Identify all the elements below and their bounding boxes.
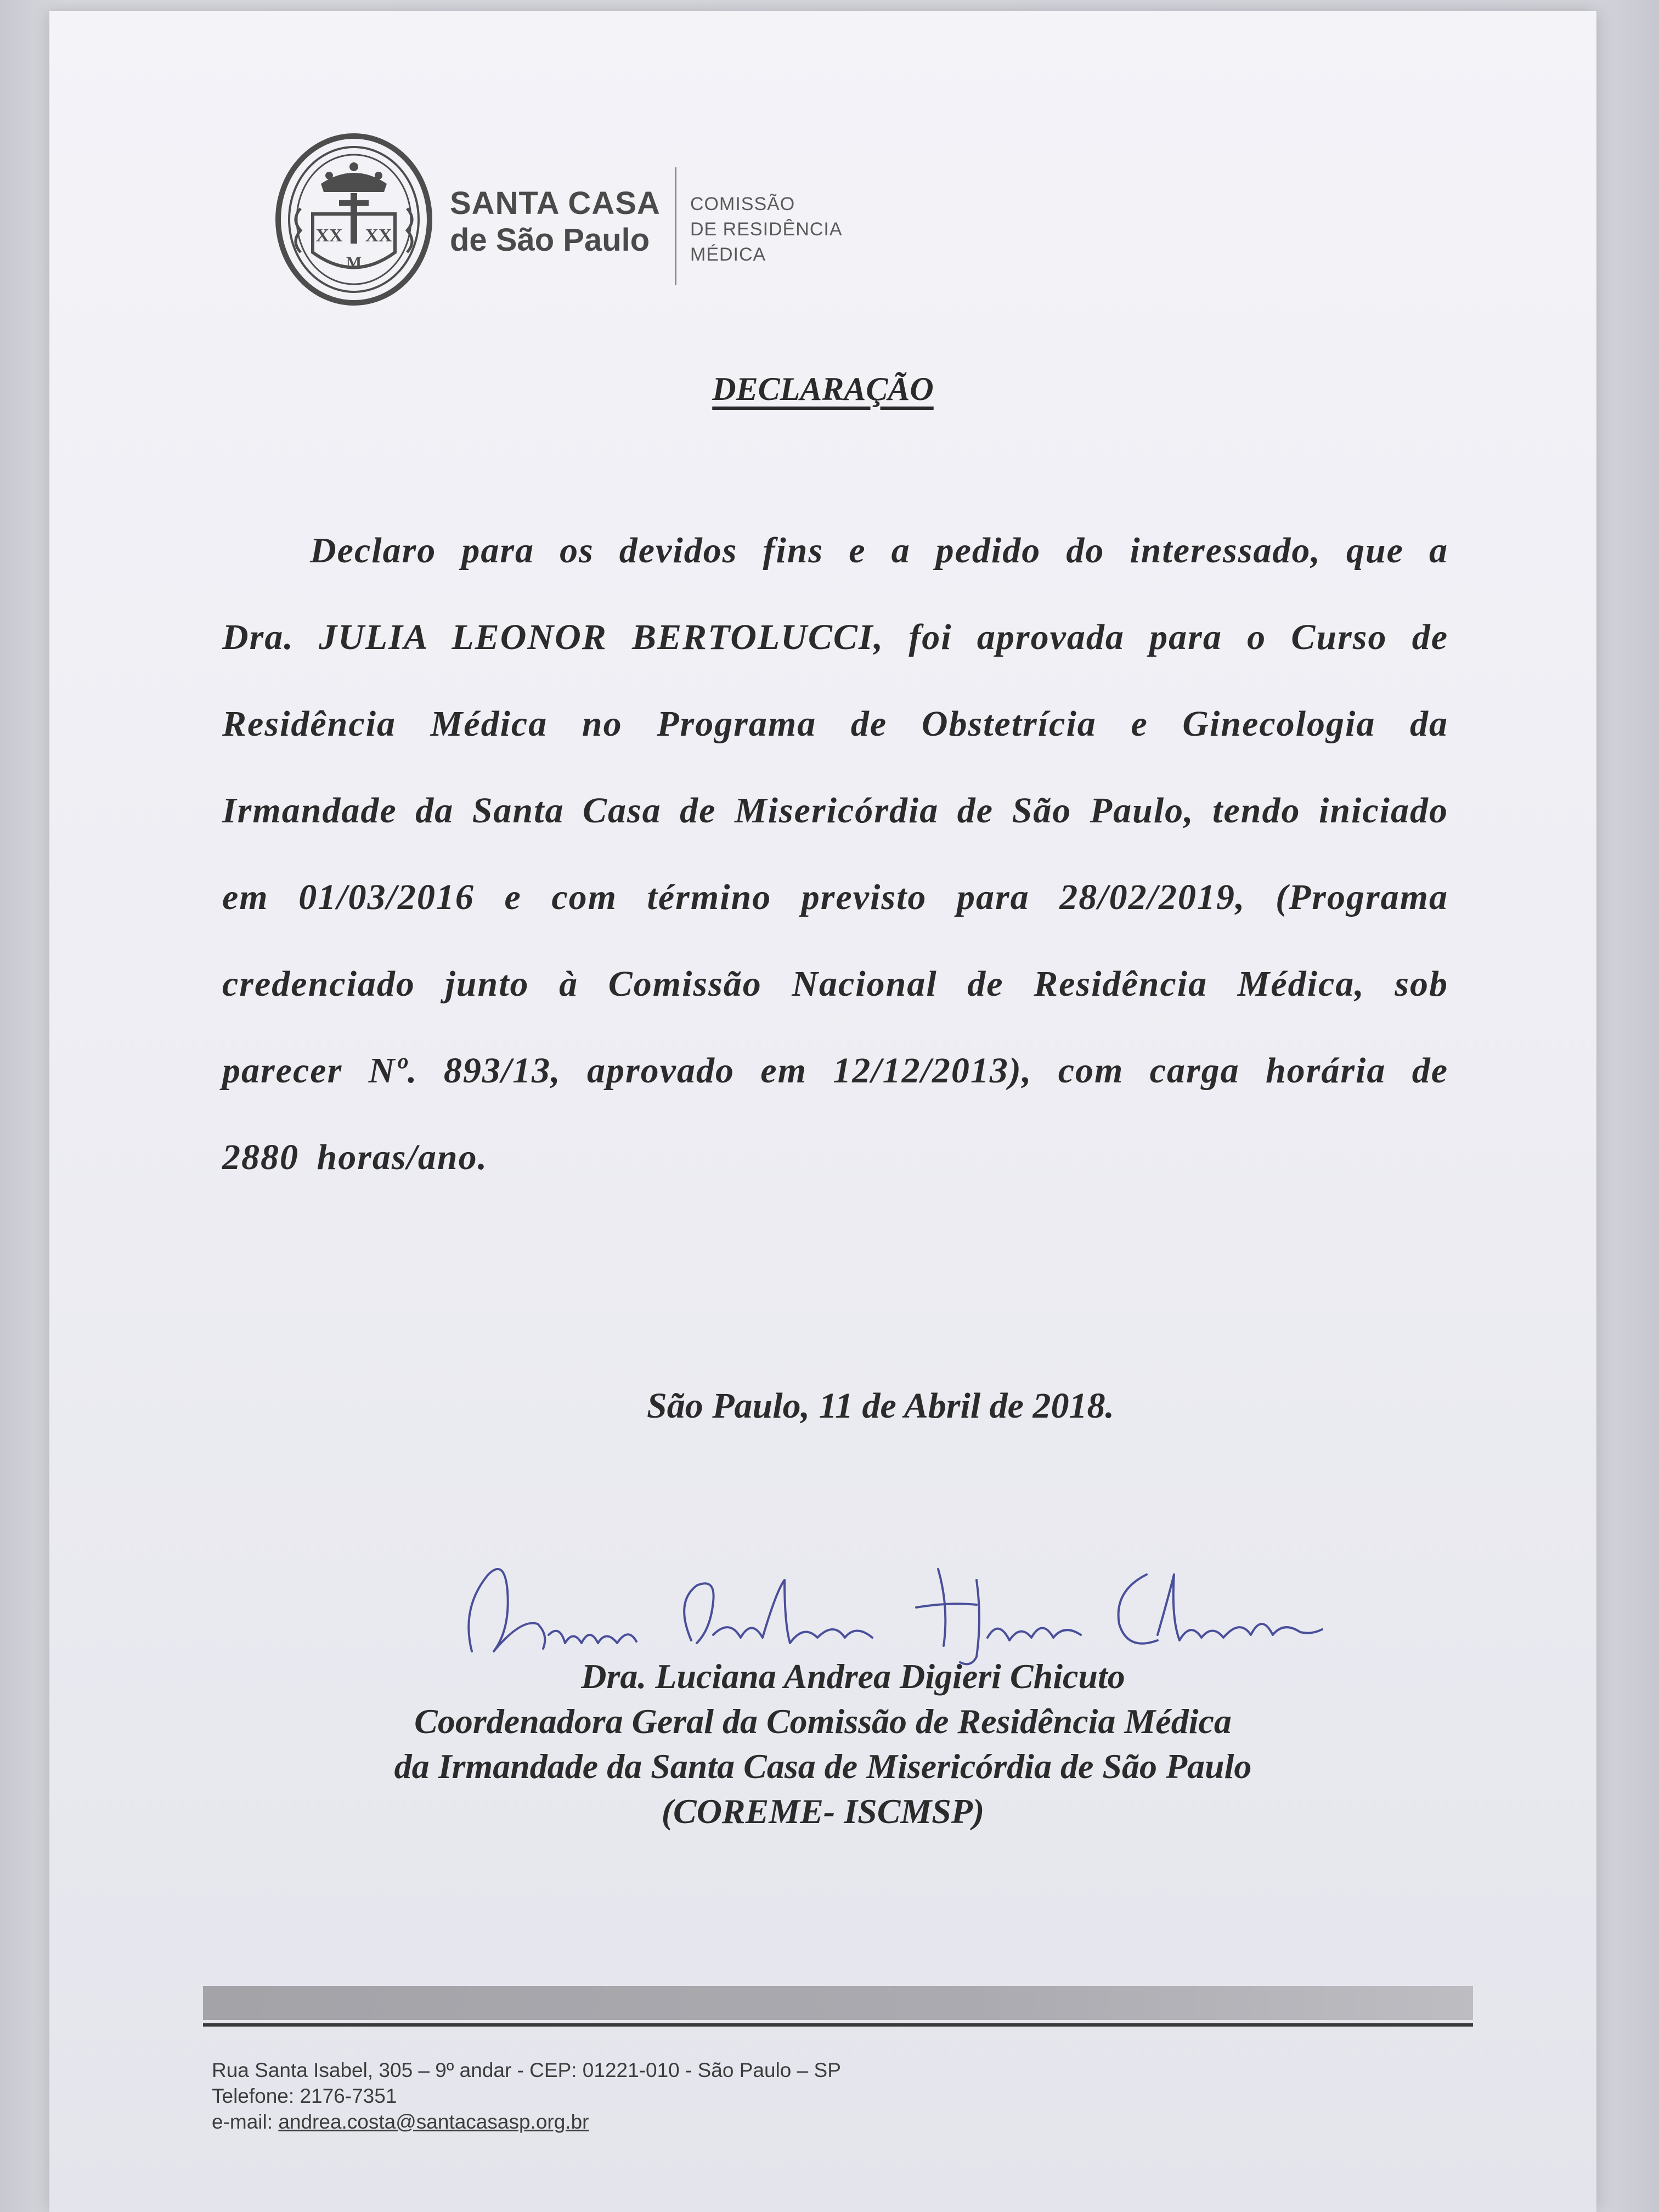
letter-page <box>49 11 1596 2212</box>
dept-line1: COMISSÃO <box>690 194 795 215</box>
footer-address: Rua Santa Isabel, 305 – 9º andar - CEP: 01221-010 - São Paulo – SP <box>212 2059 841 2081</box>
dept-line2: DE RESIDÊNCIA <box>690 218 843 240</box>
signer-role-line1: Coordenadora Geral da Comissão de Residência Médica <box>414 1702 1232 1741</box>
footer-email-line <box>212 2109 841 2135</box>
department-name <box>690 192 843 268</box>
footer-email-label: e-mail: <box>212 2111 279 2133</box>
org-name <box>450 185 661 258</box>
signer-block <box>49 1654 1596 1834</box>
footer-email-link[interactable]: andrea.costa@santacasasp.org.br <box>278 2111 589 2133</box>
santa-casa-seal-logo <box>274 132 433 307</box>
signer-name: Dra. Luciana Andrea Digieri Chicuto <box>581 1657 1125 1696</box>
org-name-line1: SANTA CASA <box>450 185 661 221</box>
footer-bar <box>203 1986 1473 2020</box>
signer-role-line2: da Irmandade da Santa Casa de Misericórdia de São Paulo <box>394 1747 1252 1786</box>
org-name-line2: de São Paulo <box>450 222 650 258</box>
declaration-body: Declaro para os devidos fins e a pedido do interessado, que a Dra. JULIA LEONOR BERTOLUCCI, foi aprovada para o Curso de Residência Médica no Programa de Obstetrícia e Ginecologia da Irmandade da Santa Casa de Misericórdia de São Paulo, tendo iniciado em 01/03/2016 e com término previsto para 28/02/2019, (Programa credenciado junto à Comissão Nacional de Residência Médica, sob parecer Nº. 893/13, aprovado em 12/12/2013), com carga horária de 2880 horas/ano. <box>222 531 1448 1177</box>
footer-phone: Telefone: 2176-7351 <box>212 2085 397 2107</box>
seal-lettering: XX <box>365 225 392 246</box>
signer-role-line3: (COREME- ISCMSP) <box>661 1792 985 1831</box>
seal-lettering: XX <box>315 225 343 246</box>
logo-divider <box>675 167 676 285</box>
date-line: São Paulo, 11 de Abril de 2018. <box>647 1386 1114 1426</box>
footer-contact <box>212 2057 841 2135</box>
document-title: DECLARAÇÃO <box>712 371 934 407</box>
dept-line3: MÉDICA <box>690 244 766 265</box>
footer-rule <box>203 2023 1473 2027</box>
seal-lettering: M <box>346 253 362 272</box>
handwritten-signature <box>455 1525 1333 1673</box>
